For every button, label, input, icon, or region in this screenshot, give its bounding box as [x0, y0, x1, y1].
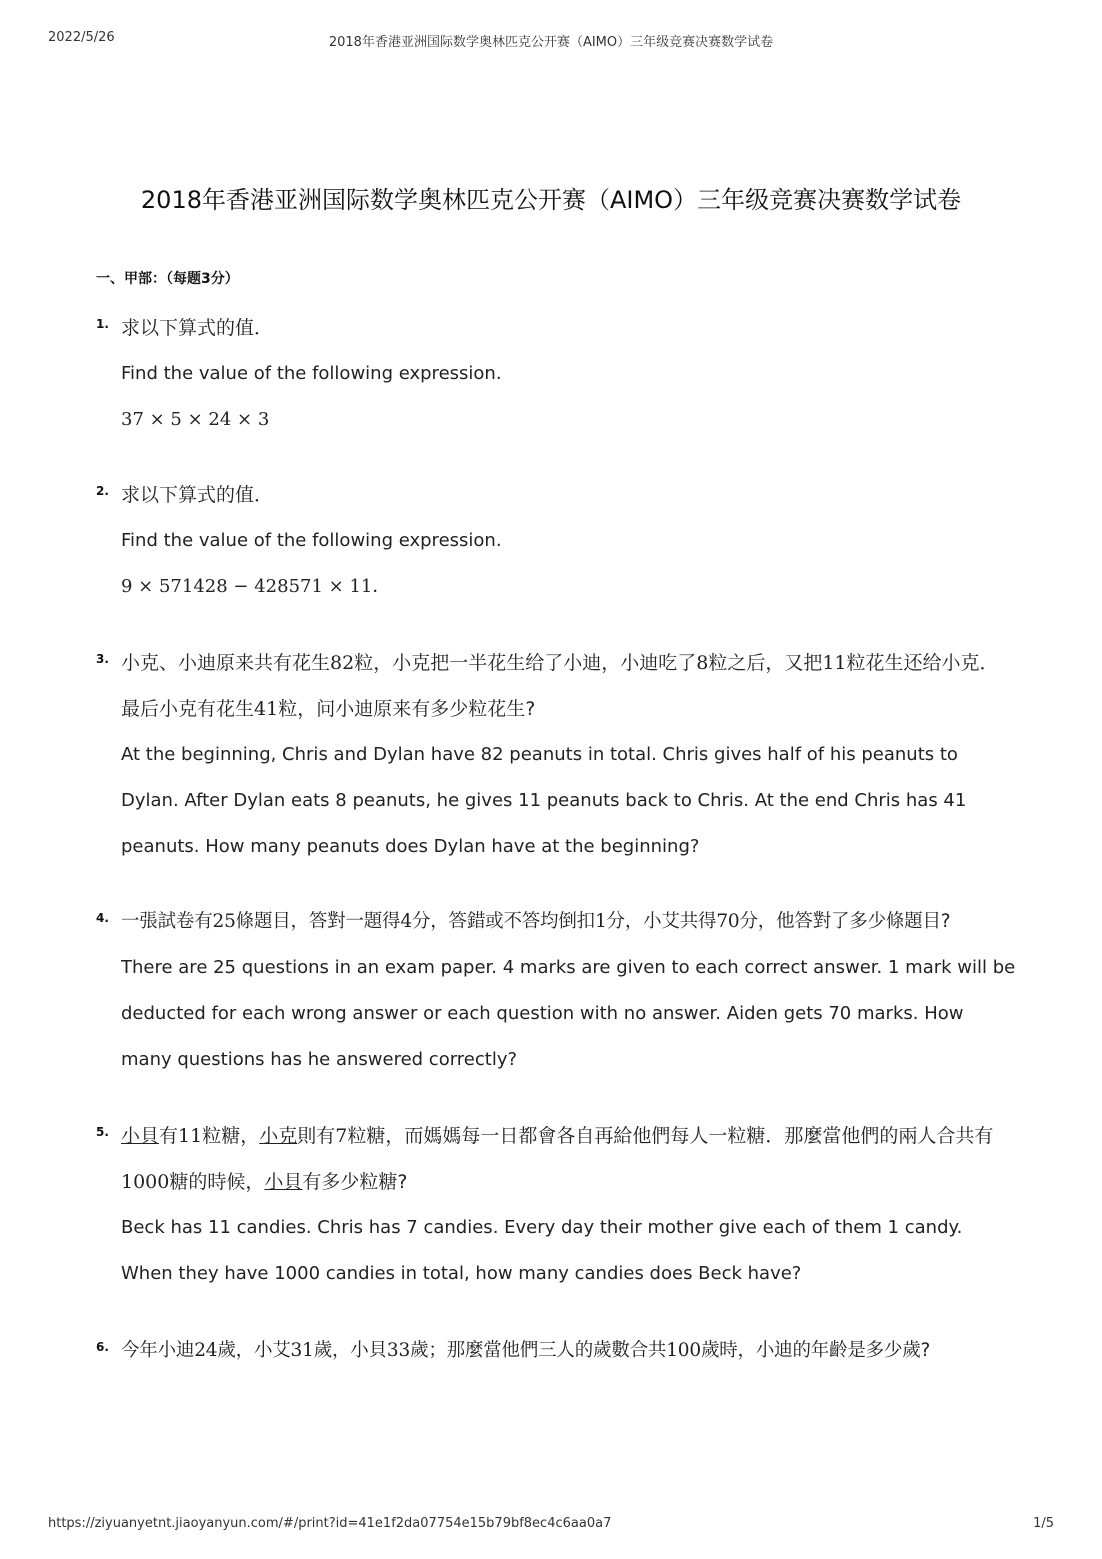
question-number: 6.	[96, 1340, 109, 1354]
question-number: 1.	[96, 317, 109, 331]
question-number: 5.	[96, 1125, 109, 1139]
question-text-en: Find the value of the following expression.	[121, 530, 502, 551]
question-text-en: Beck has 11 candies. Chris has 7 candies. Every day their mother give each of them 1 candy. When they have 1000 candies in total, how many candies does Beck have?	[121, 1217, 963, 1284]
question-number: 3.	[96, 652, 109, 666]
question-text-en: There are 25 questions in an exam paper. 4 marks are given to each correct answer. 1 mark will be deducted for each wrong answer or each question with no answer. Aiden gets 70 marks. How many questions has he answered correctly?	[121, 957, 1016, 1070]
question-text-zh: 求以下算式的值．	[121, 484, 274, 506]
header-date: 2022/5/26	[48, 30, 115, 45]
header-title: 2018年香港亚洲国际数学奥林匹克公开赛（AIMO）三年级竞赛决赛数学试卷	[328, 35, 774, 50]
question-text-en: At the beginning, Chris and Dylan have 82 peanuts in total. Chris gives half of his peanuts to Dylan. After Dylan eats 8 peanuts, he gives 11 peanuts back to Chris. At the end Chris has 41 peanuts. How many peanuts does Dylan have at the beginning?	[121, 744, 967, 857]
document-title: 2018年香港亚洲国际数学奥林匹克公开赛（AIMO）三年级竞赛决赛数学试卷	[140, 186, 962, 214]
question-text-zh: 小貝有11粒糖，小克則有7粒糖，而媽媽每一日都會各自再給他們每人一粒糖．那麼當他們的兩人合共有1000糖的時候，小貝有多少粒糖?	[121, 1125, 994, 1193]
math-expression: 9 × 571428 − 428571 × 11．	[121, 576, 391, 597]
footer-url[interactable]: https://ziyuanyetnt.jiaoyanyun.com/#/print?id=41e1f2da07754e15b79bf8ec4c6aa0a7	[48, 1516, 612, 1531]
page-number: 1/5	[1033, 1516, 1054, 1531]
question-text-en: Find the value of the following expression.	[121, 363, 502, 384]
question-text-zh: 小克、小迪原来共有花生82粒，小克把一半花生给了小迪，小迪吃了8粒之后，又把11粒花生还给小克．最后小克有花生41粒，问小迪原来有多少粒花生?	[121, 652, 999, 720]
math-expression: 37 × 5 × 24 × 3	[121, 409, 270, 430]
question-text-zh: 今年小迪24歲，小艾31歲，小貝33歲；那麼當他們三人的歲數合共100歲時，小迪的年齡是多少歲?	[121, 1340, 931, 1361]
question-number: 2.	[96, 484, 109, 498]
question-text-zh: 一張試卷有25條題目，答對一題得4分，答錯或不答均倒扣1分，小艾共得70分，他答對了多少條題目?	[121, 911, 951, 932]
question-text-zh: 求以下算式的值．	[121, 317, 274, 339]
question-number: 4.	[96, 911, 109, 925]
section-heading: 一、甲部：（每题3分）	[96, 271, 239, 287]
